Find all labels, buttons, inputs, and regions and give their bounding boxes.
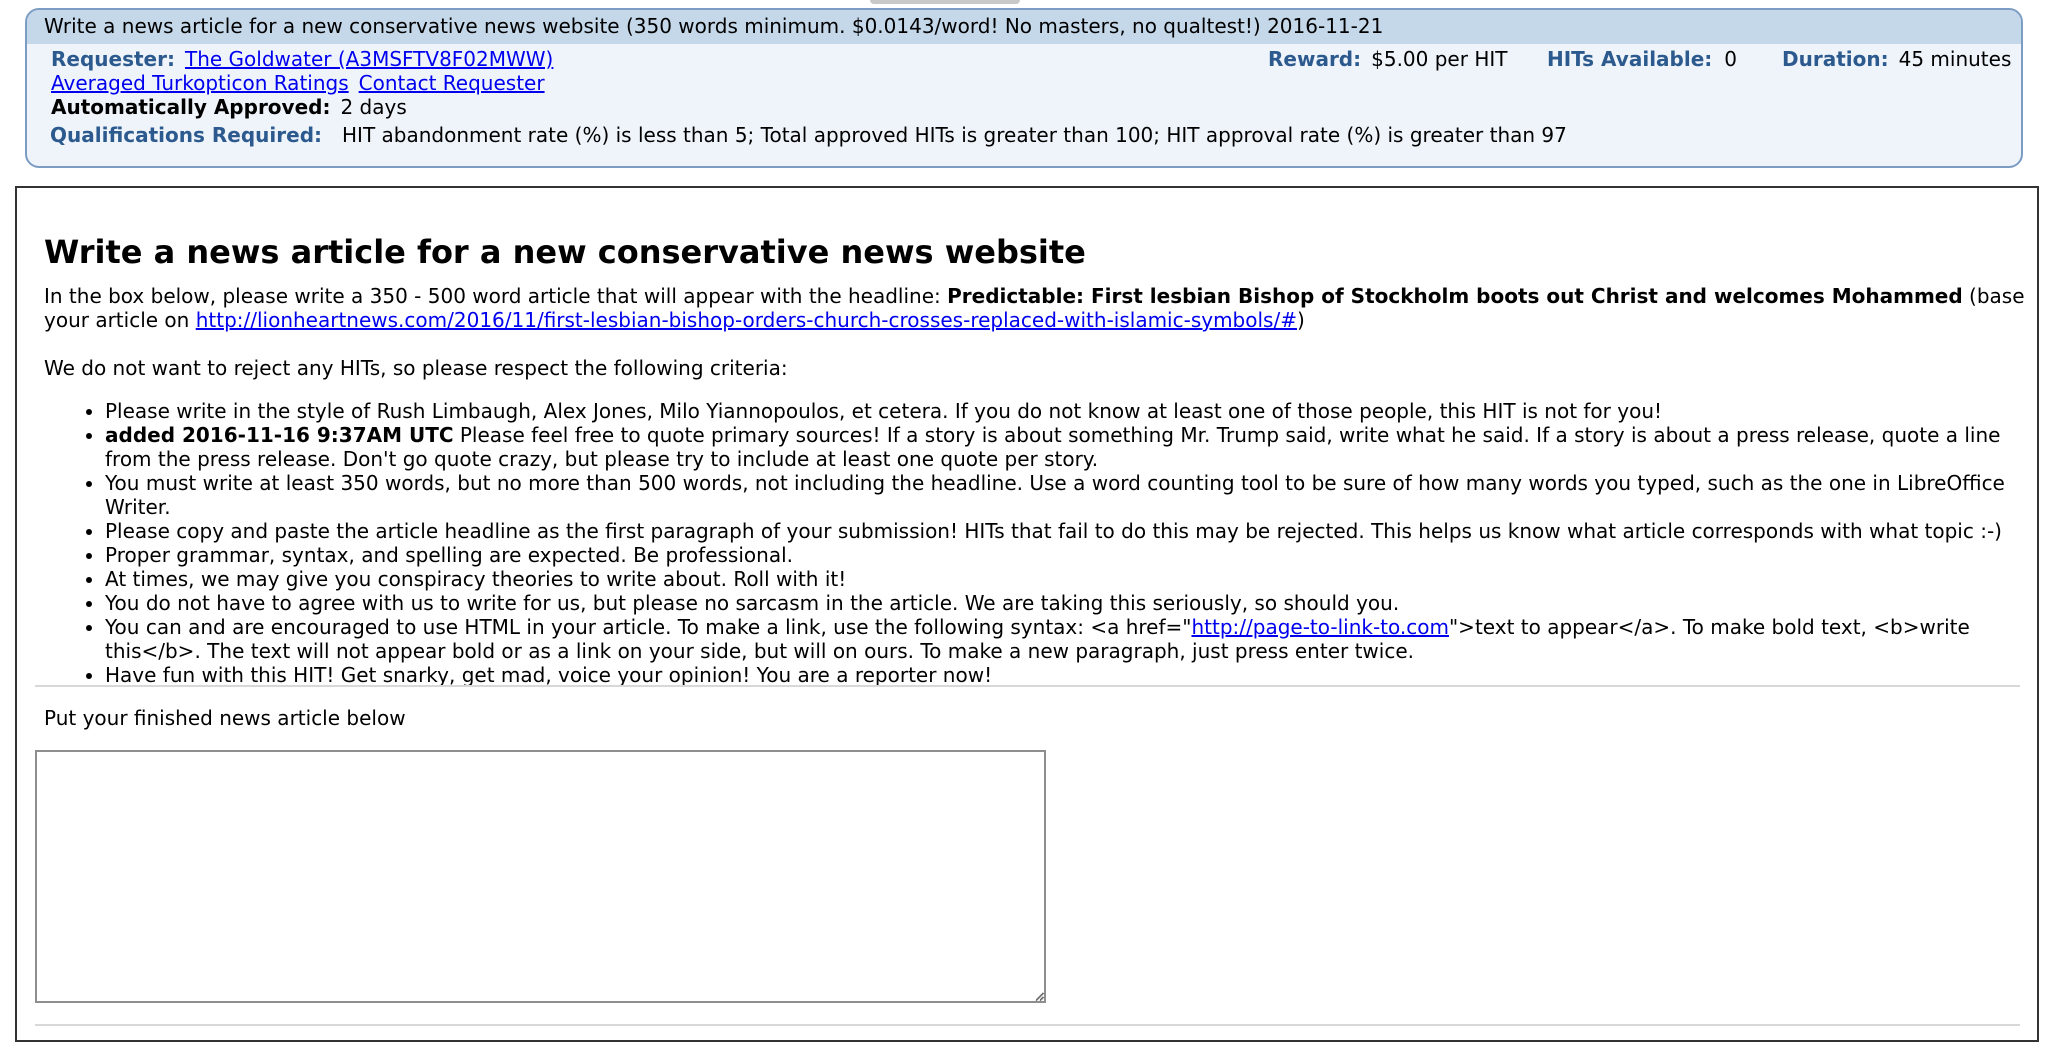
- html-tip-suffix: ">text to appear</a>. To make bold text, <b>write this</b>.: [105, 615, 1970, 663]
- task-content-box: [15, 186, 2039, 1042]
- article-headline: Predictable: First lesbian Bishop of Stockholm boots out Christ and welcomes Mohammed: [947, 284, 1963, 308]
- html-tip-note: The text will not appear bold or as a link on your side, but will on ours. To make a new paragraph, just press enter twice.: [207, 639, 1414, 663]
- qualifications-label: Qualifications Required:: [50, 123, 323, 147]
- intro-after-headline: (base your article on: [44, 284, 2025, 332]
- requester-row: [51, 47, 553, 71]
- auto-approved-value: 2 days: [340, 95, 407, 119]
- example-link[interactable]: http://page-to-link-to.com: [1191, 615, 1449, 639]
- hits-available-label: HITs Available:: [1547, 47, 1713, 71]
- auto-approved-row: [51, 95, 407, 119]
- requester-label: Requester:: [51, 47, 175, 71]
- qualifications-value: HIT abandonment rate (%) is less than 5; Total approved HITs is greater than 100; HIT approval rate (%) is greater than 97: [342, 123, 1567, 147]
- duration-label: Duration:: [1782, 47, 1889, 71]
- criteria-added-note: added 2016-11-16 9:37AM UTC: [105, 423, 454, 447]
- task-intro: [44, 284, 2034, 332]
- criteria-item: • You do not have to agree with us to write for us, but please no sarcasm in the article. We are taking this seriously, so should you.: [105, 591, 2039, 615]
- reward-value: $5.00 per HIT: [1371, 47, 1508, 71]
- requester-link[interactable]: The Goldwater (A3MSFTV8F02MWW): [184, 47, 554, 71]
- criteria-item: • Have fun with this HIT! Get snarky, get mad, voice your opinion! You are a reporter now!: [105, 663, 2039, 687]
- duration-group: [1782, 47, 2011, 71]
- turkopticon-link[interactable]: Averaged Turkopticon Ratings: [51, 71, 349, 95]
- requester-links-row: [51, 71, 545, 95]
- hits-available-value: 0: [1724, 47, 1738, 71]
- hits-available-group: [1547, 47, 1737, 71]
- criteria-list: [44, 399, 2039, 687]
- criteria-item: [105, 615, 2039, 663]
- page-title: Write a news article for a new conservative news website: [44, 233, 1086, 271]
- article-textarea[interactable]: [35, 750, 1046, 1003]
- html-tip-prefix: You can and are encouraged to use HTML in your article. To make a link, use the following syntax: <a href=": [105, 615, 1192, 639]
- auto-approved-label: Automatically Approved:: [51, 95, 331, 119]
- criteria-item-text: Please feel free to quote primary sources! If a story is about something Mr. Trump said, write what he said. If a story is about a press release, quote a line from the press release. Don't go quote crazy, but please try to include at least one quote per story.: [105, 423, 2001, 471]
- source-article-link[interactable]: http://lionheartnews.com/2016/11/first-lesbian-bishop-orders-church-crosses-replaced-with-islamic-symbols/#: [195, 308, 1297, 332]
- criteria-item: • Please write in the style of Rush Limbaugh, Alex Jones, Milo Yiannopoulos, et cetera. If you do not know at least one of those people, this HIT is not for you!: [105, 399, 2039, 423]
- criteria-item: [105, 423, 2039, 471]
- reward-group: [1268, 47, 1507, 71]
- intro-suffix: ): [1296, 308, 1305, 332]
- criteria-item: • At times, we may give you conspiracy theories to write about. Roll with it!: [105, 567, 2039, 591]
- criteria-item: • Please copy and paste the article headline as the first paragraph of your submission! HITs that fail to do this may be rejected. This helps us know what article corresponds with what topic :-): [105, 519, 2039, 543]
- criteria-intro: We do not want to reject any HITs, so please respect the following criteria:: [44, 356, 788, 380]
- divider: [35, 685, 2020, 687]
- top-tab-handle: [870, 0, 1020, 4]
- reward-label: Reward:: [1268, 47, 1362, 71]
- duration-value: 45 minutes: [1898, 47, 2012, 71]
- criteria-item: • You must write at least 350 words, but no more than 500 words, not including the headline. Use a word counting tool to be sure of how many words you typed, such as the one in LibreOffice Writer.: [105, 471, 2039, 519]
- divider: [35, 1024, 2020, 1026]
- hit-title: Write a news article for a new conservative news website (350 words minimum. $0.0143/word! No masters, no qualtest!) 2016-11-21: [27, 10, 2021, 44]
- qualifications-row: [50, 123, 1567, 147]
- contact-requester-link[interactable]: Contact Requester: [358, 71, 545, 95]
- answer-label: Put your finished news article below: [44, 706, 406, 730]
- hit-info-panel: [25, 8, 2023, 168]
- intro-prefix: In the box below, please write a 350 - 500 word article that will appear with the headline:: [44, 284, 948, 308]
- criteria-item: • Proper grammar, syntax, and spelling are expected. Be professional.: [105, 543, 2039, 567]
